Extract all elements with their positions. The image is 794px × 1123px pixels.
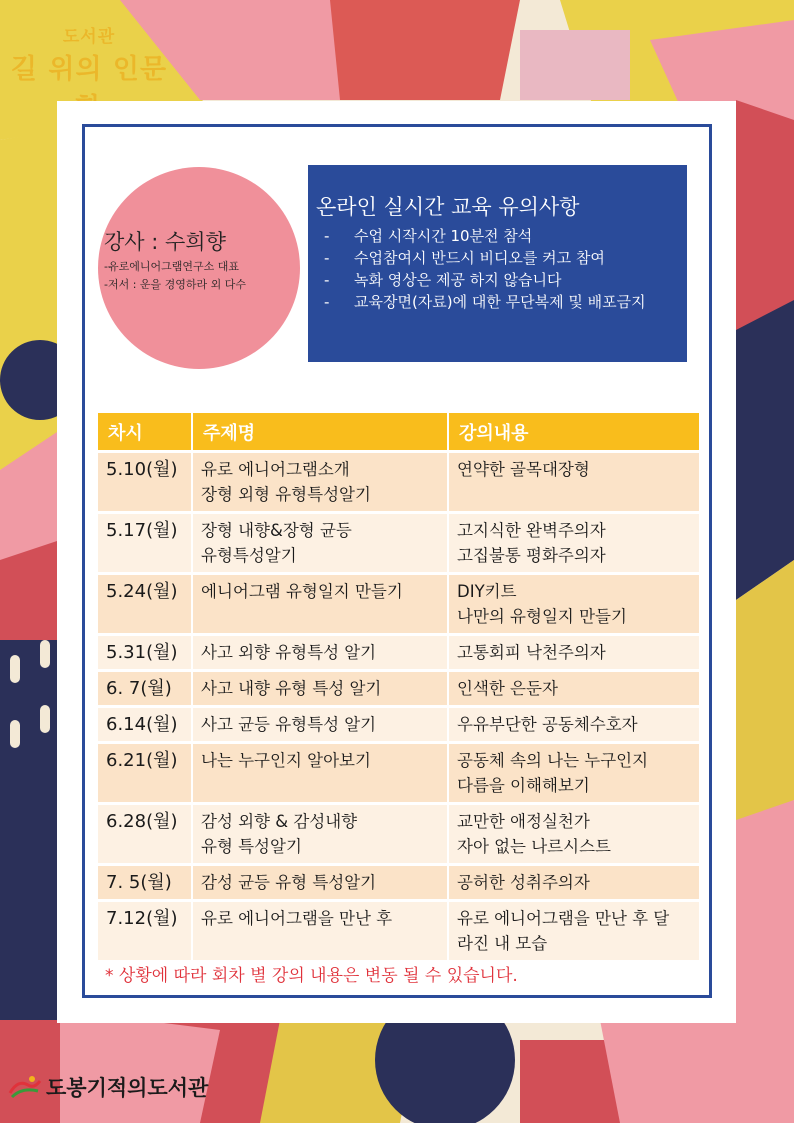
content-cell xyxy=(448,513,699,574)
notice-item xyxy=(316,247,679,269)
table-row xyxy=(98,671,699,707)
session-date: 5.31(월) xyxy=(98,635,192,671)
topic-line: 유로 에니어그램소개 xyxy=(201,460,350,479)
instructor-name: 강사 : 수희향 xyxy=(104,230,226,254)
topic-line: 감성 외향 & 감성내향 xyxy=(201,812,358,831)
topic-cell xyxy=(192,707,448,743)
topic-line: 장형 내향&장형 균등 xyxy=(201,521,352,540)
bullet-dash: - xyxy=(324,271,330,289)
topic-line: 에니어그램 유형일지 만들기 xyxy=(201,582,403,601)
library-logo-icon xyxy=(8,1075,42,1099)
content-cell xyxy=(448,865,699,901)
header-topic: 주제명 xyxy=(192,413,448,452)
content-line: 고통회피 낙천주의자 xyxy=(457,643,606,662)
content-line: 교만한 애정실천가 xyxy=(457,812,590,831)
footnote: * 상황에 따라 회차 별 강의 내용은 변동 될 수 있습니다. xyxy=(105,966,518,986)
table-row xyxy=(98,901,699,961)
topic-cell xyxy=(192,743,448,804)
bullet-dash: - xyxy=(324,249,330,267)
content-cell xyxy=(448,671,699,707)
content-line: 우유부단한 공동체수호자 xyxy=(457,715,638,734)
topic-line: 감성 균등 유형 특성알기 xyxy=(201,873,377,892)
header-content: 강의내용 xyxy=(448,413,699,452)
content-cell xyxy=(448,635,699,671)
topic-line: 사고 균등 유형특성 알기 xyxy=(201,715,377,734)
session-date: 7. 5(월) xyxy=(98,865,192,901)
schedule-table xyxy=(98,413,699,960)
notice-item-text: 수업 시작시간 10분전 참석 xyxy=(354,227,533,245)
notice-item-text: 녹화 영상은 제공 하지 않습니다 xyxy=(354,271,562,289)
topic-cell xyxy=(192,574,448,635)
library-logo xyxy=(8,1072,208,1102)
session-date: 6.28(월) xyxy=(98,804,192,865)
content-cell xyxy=(448,574,699,635)
notice-item-text: 수업참여시 반드시 비디오를 켜고 참여 xyxy=(354,249,605,267)
notice-item-text: 교육장면(자료)에 대한 무단복제 및 배포금지 xyxy=(354,293,646,311)
session-date: 7.12(월) xyxy=(98,901,192,961)
content-line: 고지식한 완벽주의자 xyxy=(457,521,606,540)
topic-cell xyxy=(192,804,448,865)
topic-line: 유형특성알기 xyxy=(201,546,297,565)
bullet-dash: - xyxy=(324,293,330,311)
content-line: 라진 내 모습 xyxy=(457,934,548,953)
header-session: 차시 xyxy=(98,413,192,452)
content-cell xyxy=(448,804,699,865)
table-row xyxy=(98,707,699,743)
topic-line: 장형 외형 유형특성알기 xyxy=(201,485,371,504)
content-cell xyxy=(448,743,699,804)
session-date: 5.17(월) xyxy=(98,513,192,574)
topic-cell xyxy=(192,671,448,707)
content-line: 자아 없는 나르시스트 xyxy=(457,837,611,856)
topic-cell xyxy=(192,901,448,961)
content-line: 고집불통 평화주의자 xyxy=(457,546,606,565)
content-cell xyxy=(448,901,699,961)
content-line: DIY키트 xyxy=(457,582,517,601)
session-date: 6.21(월) xyxy=(98,743,192,804)
topic-line: 나는 누구인지 알아보기 xyxy=(201,751,371,770)
topic-line: 사고 내향 유형 특성 알기 xyxy=(201,679,382,698)
session-date: 5.10(월) xyxy=(98,452,192,513)
table-row xyxy=(98,635,699,671)
content-line: 연약한 골목대장형 xyxy=(457,460,590,479)
library-name: 도봉기적의도서관 xyxy=(46,1076,209,1100)
session-date: 6. 7(월) xyxy=(98,671,192,707)
instructor-detail: -유로에니어그램연구소 대표 xyxy=(104,260,239,273)
table-row xyxy=(98,743,699,804)
topic-cell xyxy=(192,865,448,901)
notice-item xyxy=(316,291,679,313)
content-line: 다름을 이해해보기 xyxy=(457,776,590,795)
table-row xyxy=(98,574,699,635)
instructor-detail: -저서 : 운을 경영하라 외 다수 xyxy=(104,278,247,291)
notice-title: 온라인 실시간 교육 유의사항 xyxy=(316,195,580,219)
topic-cell xyxy=(192,635,448,671)
program-logo-title: 길 위의 인문 xyxy=(10,54,168,85)
notice-item xyxy=(316,269,679,291)
topic-line: 사고 외향 유형특성 알기 xyxy=(201,643,377,662)
content-line: 공동체 속의 나는 누구인지 xyxy=(457,751,649,770)
table-row xyxy=(98,804,699,865)
content-line: 인색한 은둔자 xyxy=(457,679,558,698)
bullet-dash: - xyxy=(324,227,330,245)
content-line: 공허한 성취주의자 xyxy=(457,873,590,892)
content-cell xyxy=(448,452,699,513)
schedule-header-row xyxy=(98,413,699,452)
content-cell xyxy=(448,707,699,743)
topic-line: 유형 특성알기 xyxy=(201,837,302,856)
topic-cell xyxy=(192,513,448,574)
session-date: 6.14(월) xyxy=(98,707,192,743)
topic-cell xyxy=(192,452,448,513)
table-row xyxy=(98,452,699,513)
table-row xyxy=(98,513,699,574)
session-date: 5.24(월) xyxy=(98,574,192,635)
notice-item xyxy=(316,225,679,247)
table-row xyxy=(98,865,699,901)
schedule-body xyxy=(98,452,699,961)
content-line: 나만의 유형일지 만들기 xyxy=(457,607,627,626)
notice-box xyxy=(308,165,687,362)
topic-line: 유로 에니어그램을 만난 후 xyxy=(201,909,393,928)
program-logo-small: 도서관 xyxy=(62,27,116,47)
instructor-info xyxy=(104,226,246,292)
content-line: 유로 에니어그램을 만난 후 달 xyxy=(457,909,670,928)
